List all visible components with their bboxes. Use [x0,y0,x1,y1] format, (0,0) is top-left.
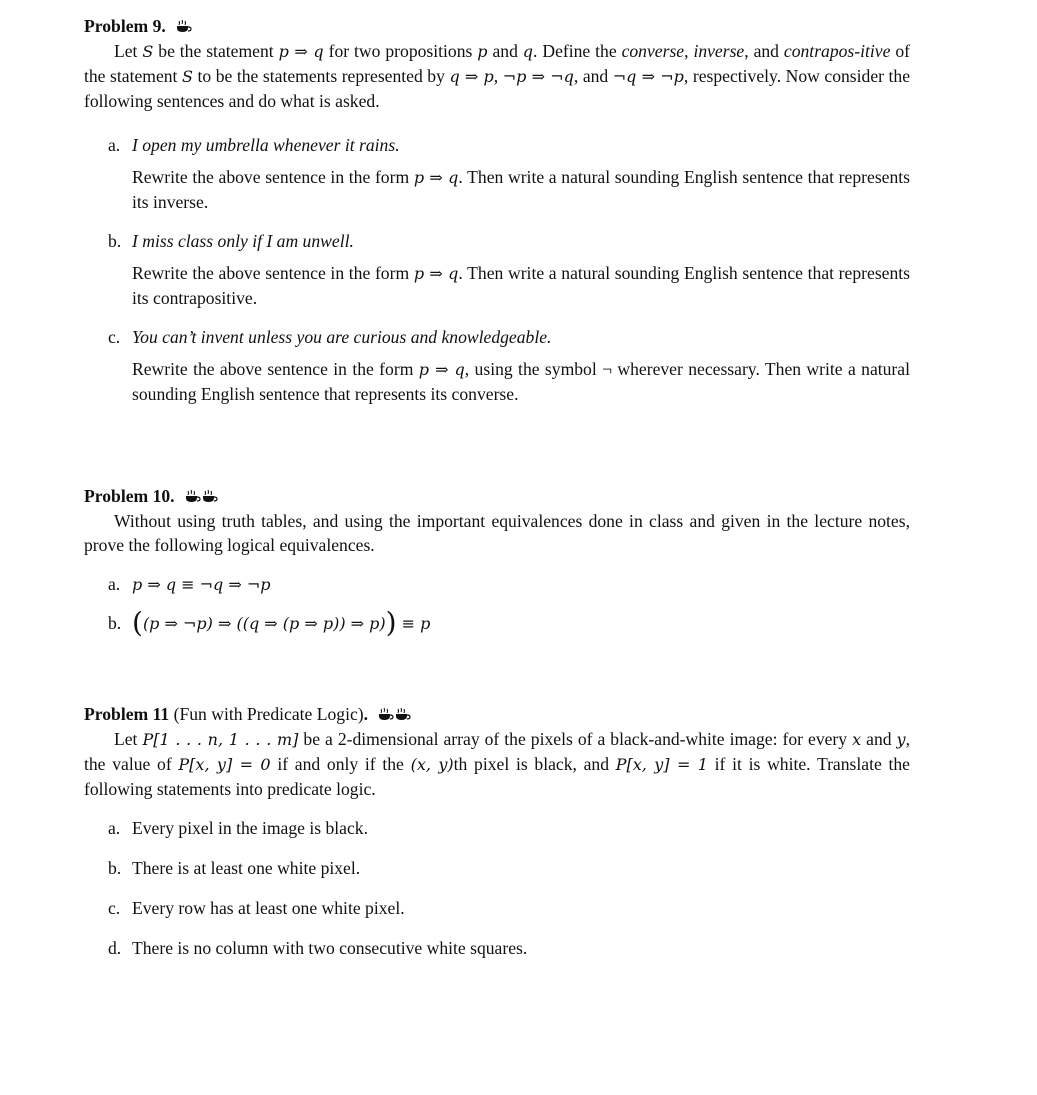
problem-11-item-b: b. There is at least one white pixel. [108,858,361,878]
coffee-cup-icon [185,485,219,509]
problem-9-heading: Problem 9. [84,14,910,39]
item-instruction: Rewrite the above sentence in the form p ⇒ q. Then write a natural sounding English sentence that represents its inverse. [132,167,911,212]
problem-10 [84,484,910,639]
problem-11-item-d: d. There is no column with two consecutive white squares. [108,938,528,958]
item-instruction: Rewrite the above sentence in the form p ⇒ q, using the symbol ¬ wherever necessary. Then write a natural sounding English sentence that represents its converse. [132,359,910,404]
equivalence-expr: p ⇒ q ≡ ¬q ⇒ ¬p [132,575,271,594]
problem-11-intro: Let P[1 . . . n, 1 . . . m] be a 2-dimensional array of the pixels of a black-and-white image: for every x and y, the value of P[x, y] = 0 if and only if the (x, y)th pixel is black, and P[x, y] = 1 if it is white. Translate the following statements into predicate logic. [84,729,910,799]
problem-9 [84,14,910,406]
item-instruction: Rewrite the above sentence in the form p ⇒ q. Then write a natural sounding English sentence that represents its contrapositive. [132,263,911,308]
item-sentence: I miss class only if I am unwell. [132,231,354,251]
problem-10-item-a: a. p ⇒ q ≡ ¬q ⇒ ¬p [108,574,271,594]
problem-10-intro: Without using truth tables, and using the important equivalences done in class and given in the lecture notes, prove the following logical equivalences. [84,511,910,555]
problem-11-item-a: a. Every pixel in the image is black. [108,818,368,838]
problem-11 [84,702,910,960]
problem-10-heading: Problem 10. [84,484,910,509]
problem-9-item-c: c. You can’t invent unless you are curious and knowledgeable. Rewrite the above sentence in the form p ⇒ q, using the symbol ¬ wherever necessary. Then write a natural sounding English sentence that represents its converse. [108,327,910,404]
problem-10-item-b: b. ((p ⇒ ¬p) ⇒ ((q ⇒ (p ⇒ p)) ⇒ p)) ≡ p [108,606,431,639]
item-sentence: You can’t invent unless you are curious and knowledgeable. [132,327,552,347]
problem-9-item-a: a. I open my umbrella whenever it rains. Rewrite the above sentence in the form p ⇒ q. Then write a natural sounding English sentence that represents its inverse. [108,135,911,212]
equivalence-expr: ((p ⇒ ¬p) ⇒ ((q ⇒ (p ⇒ p)) ⇒ p)) ≡ p [132,606,431,639]
problem-11-item-c: c. Every row has at least one white pixel. [108,898,405,918]
problem-9-item-b: b. I miss class only if I am unwell. Rewrite the above sentence in the form p ⇒ q. Then write a natural sounding English sentence that represents its contrapositive. [108,231,911,308]
item-sentence: I open my umbrella whenever it rains. [132,135,400,155]
coffee-cup-icon [378,703,412,727]
coffee-cup-icon [176,15,193,39]
problem-9-intro: Let S be the statement p ⇒ q for two propositions p and q. Define the converse, inverse, and contrapos-itive of the statement S to be the statements represented by q ⇒ p, ¬p ⇒ ¬q, and ¬q ⇒ ¬p, respectively. Now consider the following sentences and do what is asked. [84,41,911,111]
problem-11-heading: Problem 11 (Fun with Predicate Logic). [84,702,910,727]
